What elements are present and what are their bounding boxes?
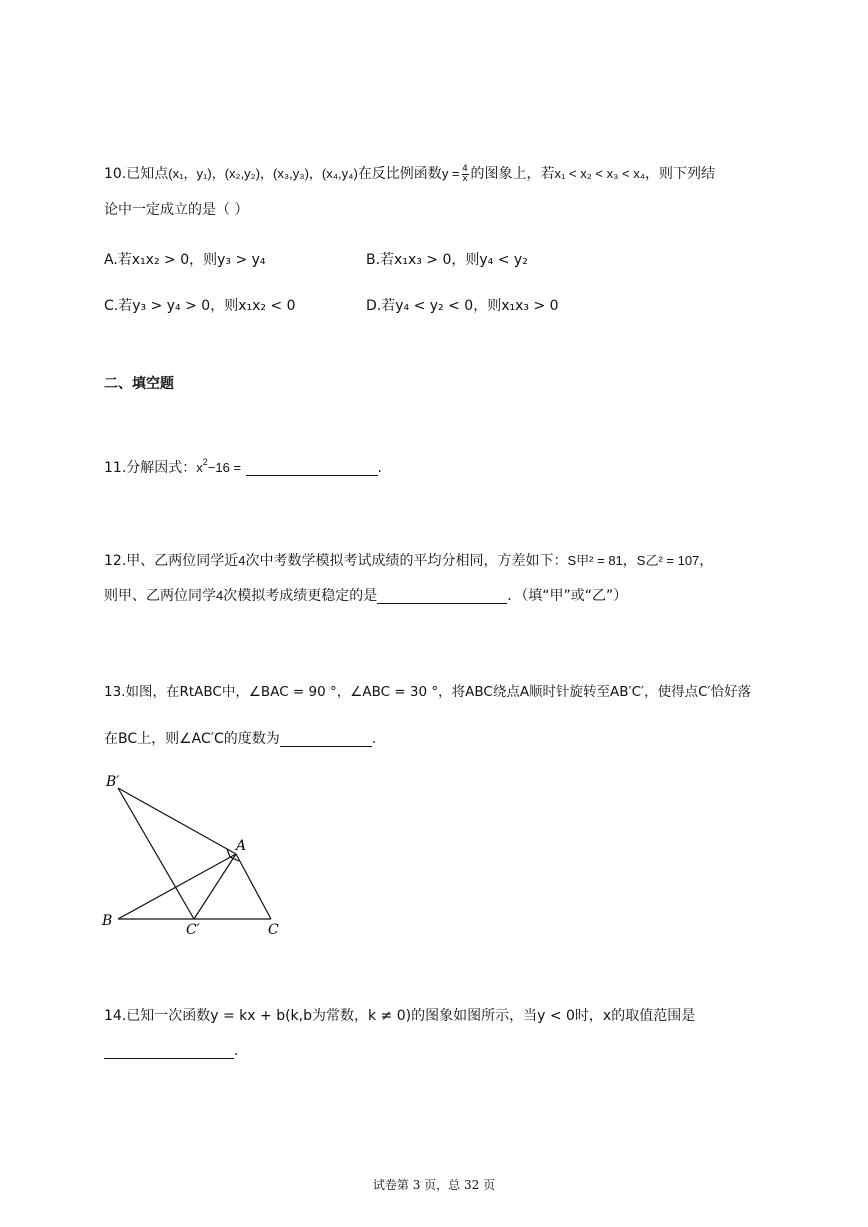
q12-s2: S乙² = 107 <box>636 553 700 568</box>
q13-line2 <box>104 729 376 749</box>
q12-line1-end: ， <box>699 553 714 569</box>
q12-sep: ， <box>622 553 637 569</box>
q10-option-b: B.若x₁x₃ > 0，则y₄ < y₂ <box>366 252 528 268</box>
q10-func-lhs: y = <box>441 166 460 181</box>
q12-line2-b: 次模拟考成绩更稳定的是 <box>223 588 378 604</box>
q10-mid: 在反比例函数 <box>357 166 442 182</box>
label-a: A <box>236 838 247 854</box>
q11-answer-blank[interactable] <box>246 459 378 476</box>
q10-line2: 论中一定成立的是（ ） <box>104 202 249 218</box>
q12-n2: 4 <box>216 588 224 603</box>
q12-answer-blank[interactable] <box>377 587 507 604</box>
q11-expr-exp: 2 <box>202 457 208 467</box>
q14-line2-end: . <box>234 1043 239 1059</box>
segment-a-cprime <box>194 854 236 919</box>
q10-line1 <box>104 164 715 184</box>
q12-n1: 4 <box>238 553 246 568</box>
q14-answer-blank[interactable] <box>104 1042 234 1059</box>
q14-line2 <box>104 1041 238 1061</box>
q11-expr <box>196 457 242 475</box>
q13-answer-blank[interactable] <box>280 730 372 747</box>
q12-line1 <box>104 551 713 571</box>
q10-prefix: 10.已知点 <box>104 166 169 182</box>
q12-s1: S甲² = 81 <box>567 553 623 568</box>
q14-line1: 14.已知一次函数y = kx + b(k,b为常数，k ≠ 0)的图象如图所示，当y < 0时，x的取值范围是 <box>104 1008 696 1024</box>
segment-bprime-a <box>118 788 236 854</box>
segment-b-a <box>118 854 236 919</box>
q10-option-d: D.若y₄ < y₂ < 0，则x₁x₃ > 0 <box>366 298 559 314</box>
q12-line2-a: 则甲、乙两位同学 <box>104 588 216 604</box>
segment-a-c <box>236 854 271 919</box>
q13-figure <box>96 766 296 942</box>
q10-frac-num: 4 <box>462 163 468 174</box>
q12-line1-b: 次中考数学模拟考试成绩的平均分相同，方差如下： <box>245 553 568 569</box>
page-footer: 试卷第 3 页，总 32 页 <box>372 1178 496 1192</box>
q12-line2 <box>104 586 627 606</box>
q10-frac-den: x <box>462 173 468 184</box>
label-cprime: C′ <box>186 922 200 938</box>
q12-line1-a: 12.甲、乙两位同学近 <box>104 553 239 569</box>
q11-end: . <box>377 460 382 476</box>
q10-points: (x₁，y₁)，(x₂,y₂)，(x₃,y₃)，(x₄,y₄) <box>168 166 358 181</box>
q11-prefix: 11.分解因式： <box>104 460 197 476</box>
q10-option-c: C.若y₃ > y₄ > 0，则x₁x₂ < 0 <box>104 298 296 314</box>
label-b: B <box>102 913 113 929</box>
label-bprime: B′ <box>106 774 120 790</box>
q13-line2-a: 在BC上，则∠AC′C的度数为 <box>104 731 280 747</box>
section-heading: 二、填空题 <box>104 376 174 392</box>
q10-mid2: 的图象上，若 <box>470 166 555 182</box>
q13-line2-end: . <box>371 731 377 747</box>
q11-expr-base: x <box>196 460 203 475</box>
q12-line2-end: ．（填“甲”或“乙”） <box>507 588 628 604</box>
q10-cond: x₁ < x₂ < x₃ < x₄ <box>554 166 646 181</box>
q11-line <box>104 452 382 478</box>
label-c: C <box>268 922 279 938</box>
segment-bprime-cprime <box>118 788 194 919</box>
q10-fraction <box>462 165 469 184</box>
q11-expr-rest: −16 = <box>207 460 242 475</box>
q10-option-a: A.若x₁x₂ > 0，则y₃ > y₄ <box>104 252 266 268</box>
q13-line1: 13.如图，在RtABC中，∠BAC = 90 °，∠ABC = 30 °，将ABC绕点A顺时针旋转至AB′C′，使得点C′恰好落 <box>104 684 752 700</box>
q10-tail: ，则下列结 <box>645 166 716 182</box>
